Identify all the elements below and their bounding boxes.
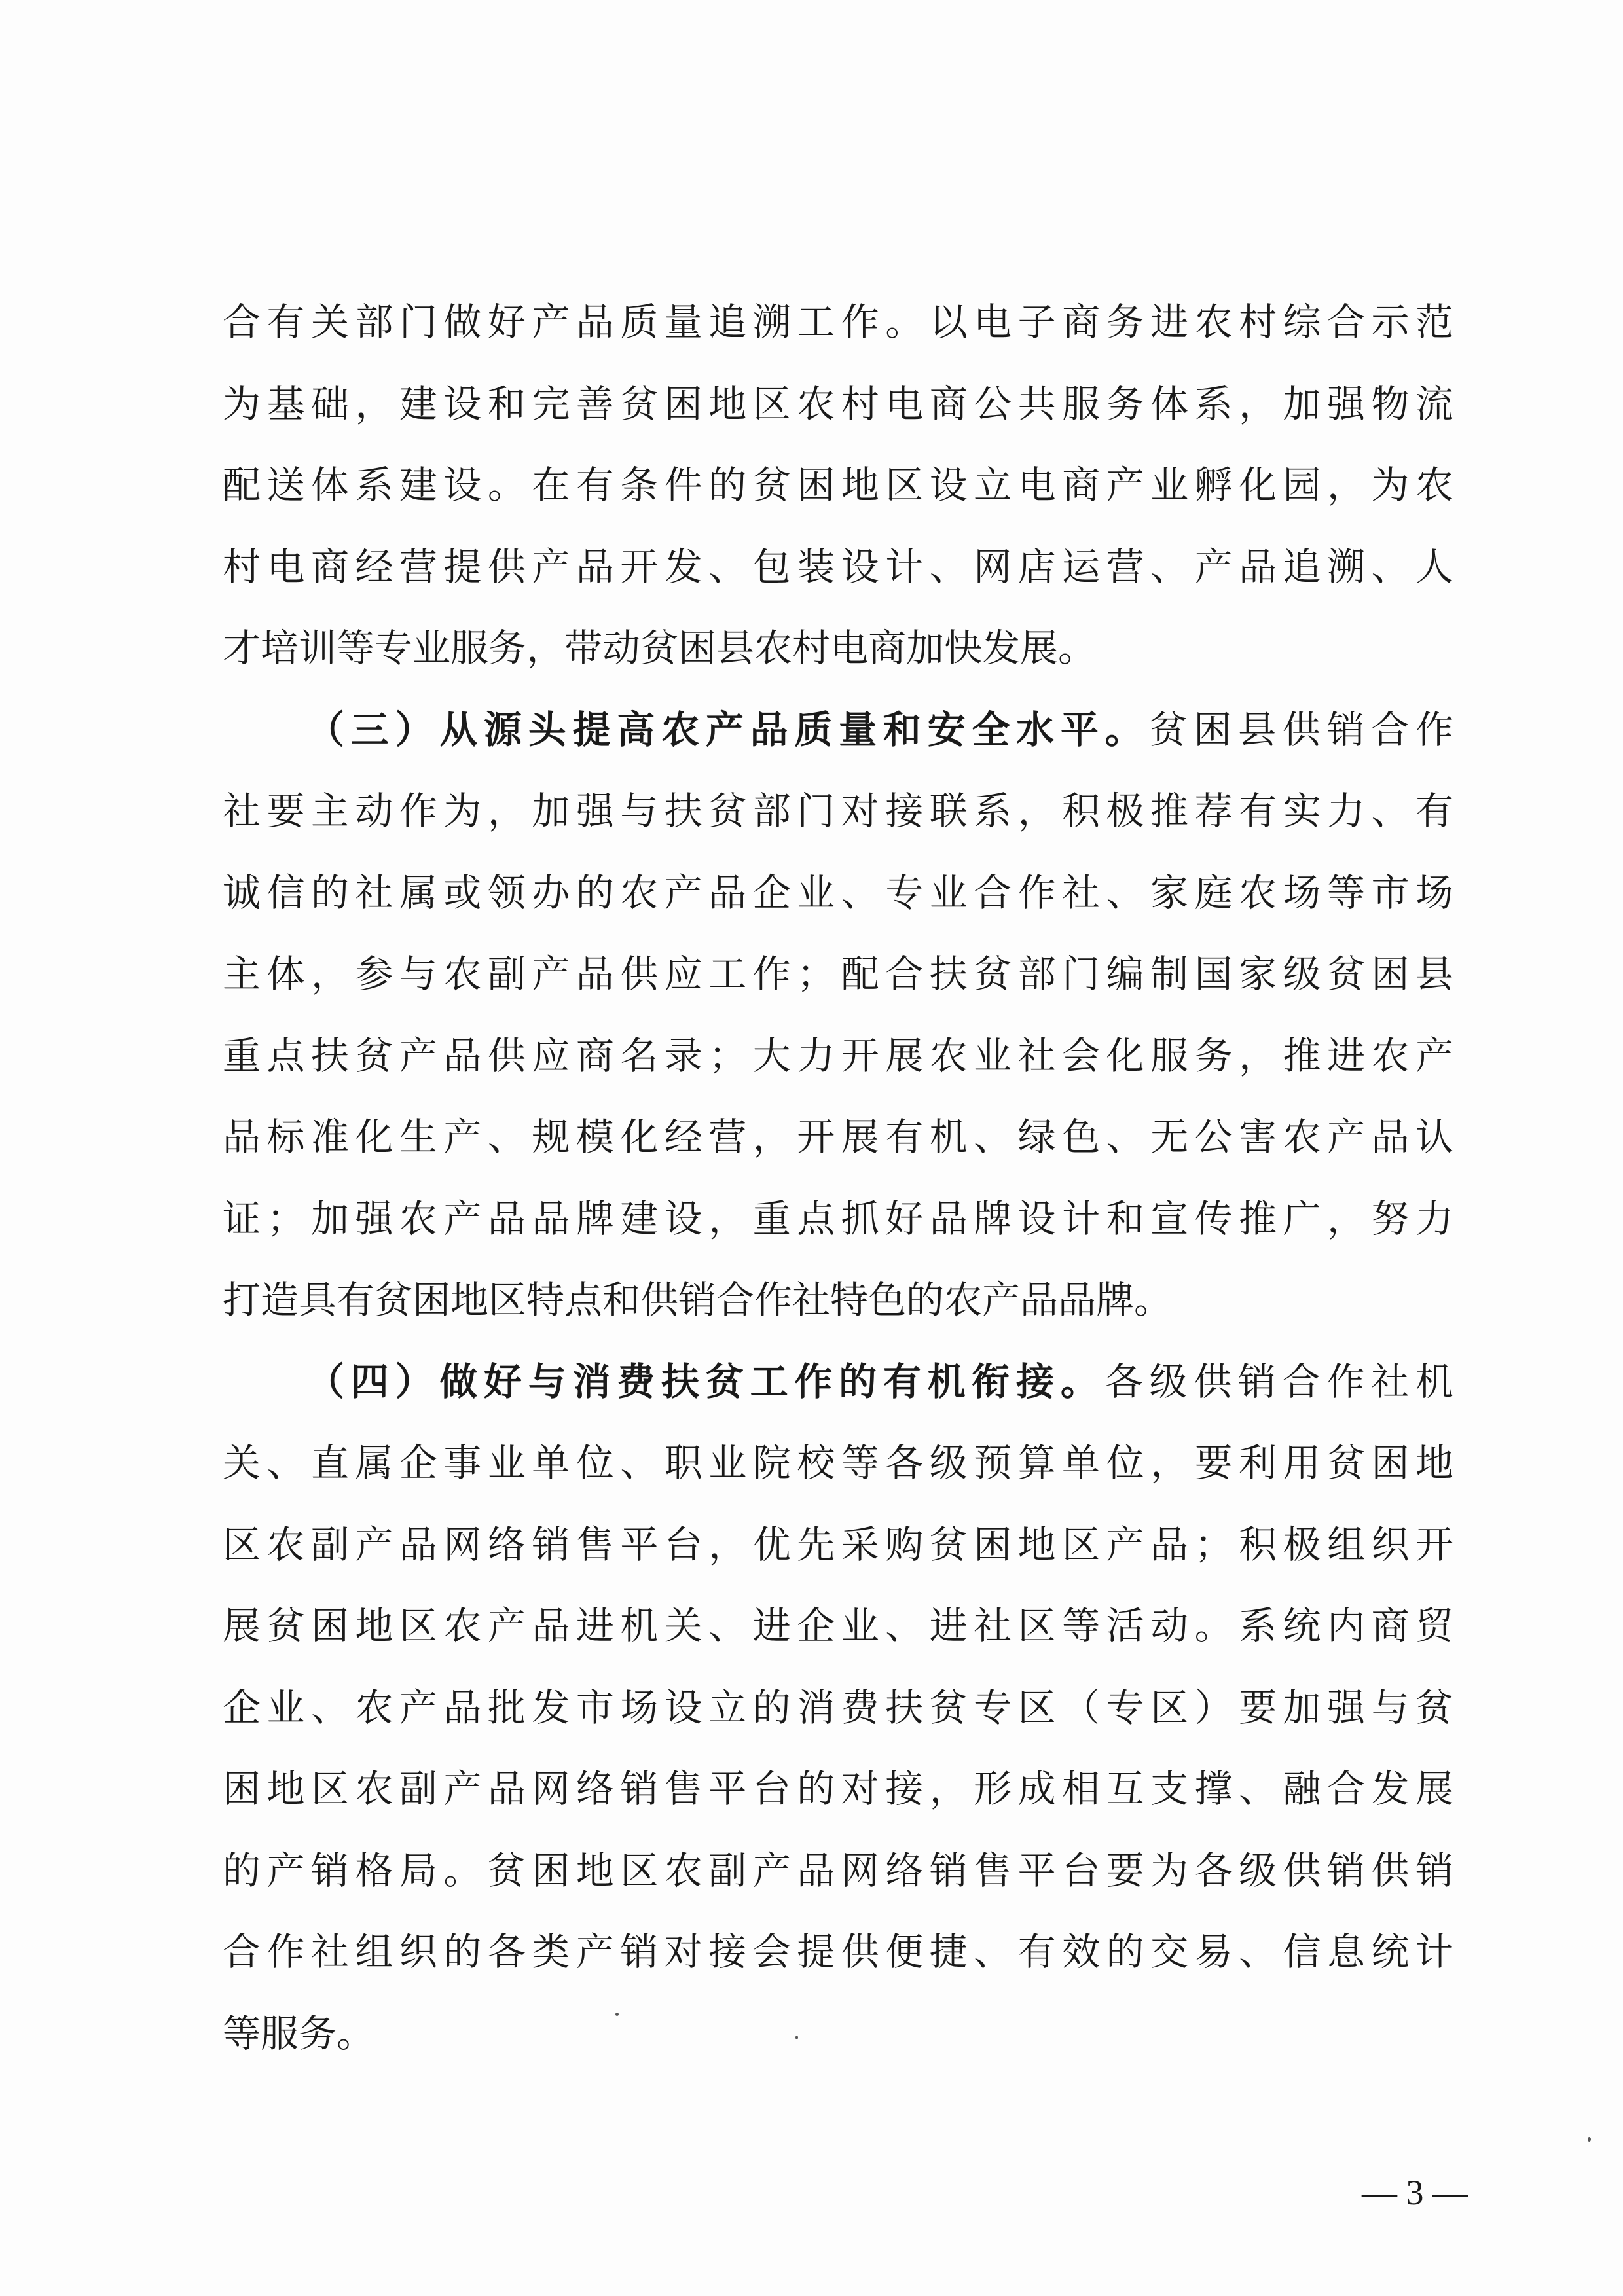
text-line: 打造具有贫困地区特点和供销合作社特色的农产品品牌。 xyxy=(223,1278,1173,1322)
section-4-heading: （四）做好与消费扶贫工作的有机衔接。 xyxy=(306,1359,1105,1404)
section-3-first-line-rest: 贫困县供销合作 xyxy=(1149,707,1453,752)
text-line: 区农副产品网络销售平台，优先采购贫困地区产品；积极组织开 xyxy=(223,1522,1453,1567)
text-line: 证；加强农产品品牌建设，重点抓好品牌设计和宣传推广，努力 xyxy=(223,1196,1453,1241)
text-line: 主体，参与农副产品供应工作；配合扶贫部门编制国家级贫困县 xyxy=(223,952,1453,996)
scan-speck xyxy=(615,2013,619,2016)
page-number: — 3 — xyxy=(1362,2173,1468,2212)
section-3-first-line xyxy=(223,689,1453,771)
text-line: 合有关部门做好产品质量追溯工作。以电子商务进农村综合示范 xyxy=(223,300,1453,344)
text-line: 企业、农产品批发市场设立的消费扶贫专区（专区）要加强与贫 xyxy=(223,1685,1453,1730)
section-4-first-line xyxy=(223,1341,1453,1423)
text-line: 合作社组织的各类产销对接会提供便捷、有效的交易、信息统计 xyxy=(223,1929,1453,1974)
text-line: 的产销格局。贫困地区农副产品网络销售平台要为各级供销供销 xyxy=(223,1848,1453,1893)
text-line: 才培训等专业服务，带动贫困县农村电商加快发展。 xyxy=(223,626,1097,670)
section-4-first-line-rest: 各级供销合作社机 xyxy=(1104,1359,1453,1404)
text-line: 展贫困地区农产品进机关、进企业、进社区等活动。系统内商贸 xyxy=(223,1604,1453,1648)
text-line: 为基础，建设和完善贫困地区农村电商公共服务体系，加强物流 xyxy=(223,381,1453,426)
scan-speck xyxy=(1588,2137,1591,2142)
text-line: 配送体系建设。在有条件的贫困地区设立电商产业孵化园，为农 xyxy=(223,463,1453,507)
text-line: 等服务。 xyxy=(223,2011,375,2056)
text-line: 重点扶贫产品供应商名录；大力开展农业社会化服务，推进农产 xyxy=(223,1033,1453,1078)
scan-speck xyxy=(795,2036,798,2039)
text-line: 品标准化生产、规模化经营，开展有机、绿色、无公害农产品认 xyxy=(223,1115,1453,1159)
text-line: 关、直属企事业单位、职业院校等各级预算单位，要利用贫困地 xyxy=(223,1441,1453,1485)
section-3-heading: （三）从源头提高农产品质量和安全水平。 xyxy=(306,707,1150,752)
document-body xyxy=(223,281,1453,2074)
text-line: 社要主动作为，加强与扶贫部门对接联系，积极推荐有实力、有 xyxy=(223,789,1453,833)
text-line: 困地区农副产品网络销售平台的对接，形成相互支撑、融合发展 xyxy=(223,1767,1453,1811)
text-line: 诚信的社属或领办的农产品企业、专业合作社、家庭农场等市场 xyxy=(223,870,1453,915)
text-line: 村电商经营提供产品开发、包装设计、网店运营、产品追溯、人 xyxy=(223,544,1453,589)
